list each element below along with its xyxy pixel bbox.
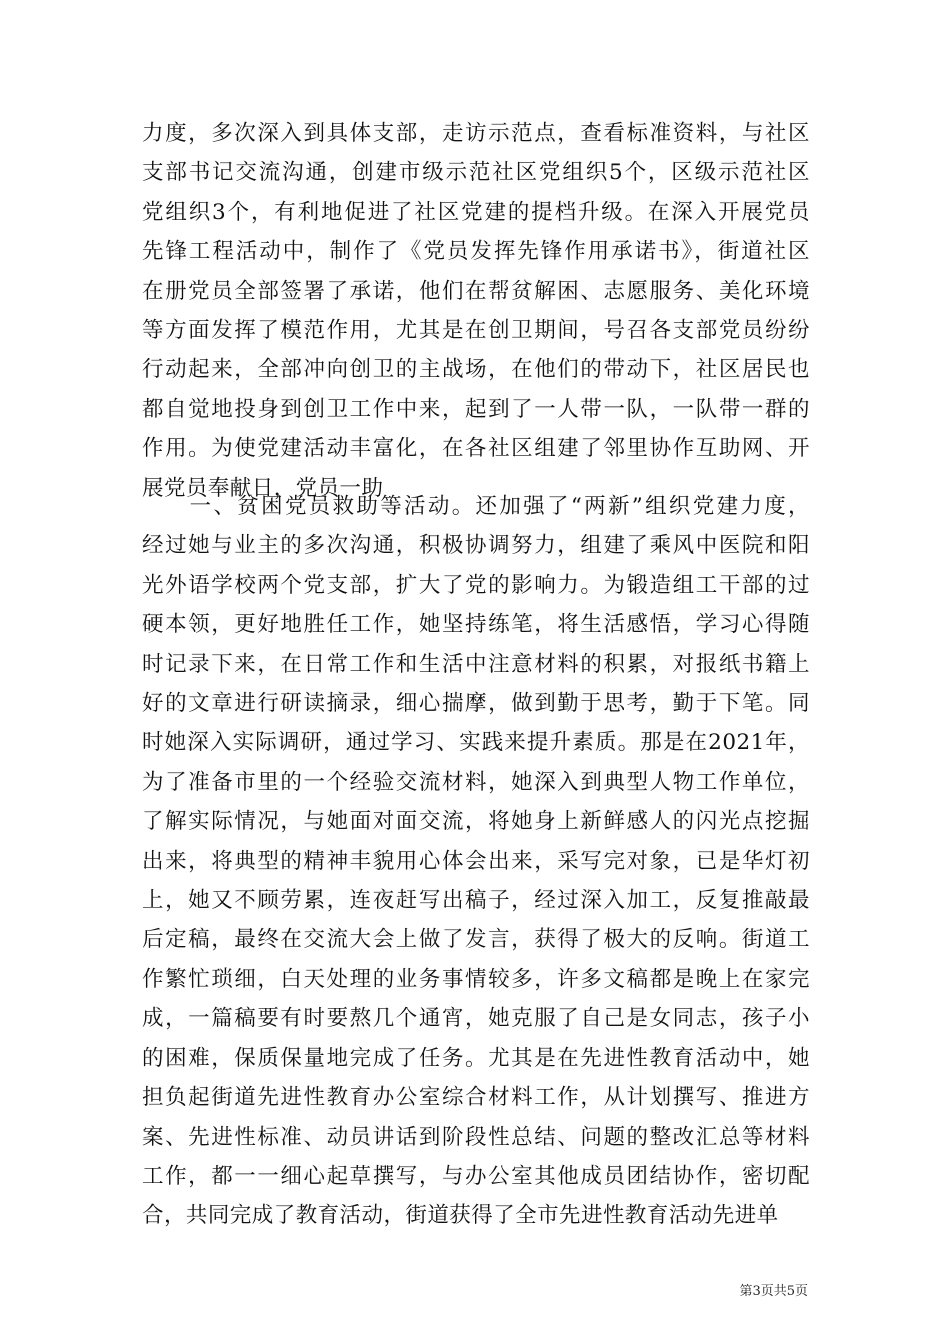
text-line: 力度，多次深入到具体支部，走访示范点，查看标准资料，与社区 xyxy=(142,121,810,146)
page-number-footer xyxy=(739,1283,808,1301)
text-line: 工作，都一一细心起草撰写，与办公室其他成员团结协作，密切配 xyxy=(142,1163,810,1189)
text-line: 作用。为使党建活动丰富化，在各社区组建了邻里协作互助网、开 xyxy=(142,436,810,462)
text-line: 了解实际情况，与她面对面交流，将她身上新鲜感人的闪光点挖掘 xyxy=(142,809,810,835)
text-line: 展党员奉献日，党员一助 xyxy=(142,475,384,501)
text-line: 经过她与业主的多次沟通，积极协调努力，组建了乘风中医院和阳 xyxy=(142,533,810,559)
text-line: 时记录下来，在日常工作和生活中注意材料的积累，对报纸书籍上 xyxy=(142,651,810,677)
text-line: 作繁忙琐细，白天处理的业务事情较多，许多文稿都是晚上在家完 xyxy=(142,966,810,992)
text-line: 一、贫困党员救助等活动。还加强了“两新”组织党建力度， xyxy=(142,494,810,519)
text-line: 的困难，保质保量地完成了任务。尤其是在先进性教育活动中，她 xyxy=(142,1045,810,1071)
text-line: 为了准备市里的一个经验交流材料，她深入到典型人物工作单位， xyxy=(142,769,810,795)
text-line: 都自觉地投身到创卫工作中来，起到了一人带一队，一队带一群的 xyxy=(142,396,810,422)
text-line: 党组织3个，有利地促进了社区党建的提档升级。在深入开展党员 xyxy=(142,199,810,225)
text-line: 成，一篇稿要有时要熬几个通宵，她克服了自己是女同志，孩子小 xyxy=(142,1006,810,1032)
text-line: 行动起来，全部冲向创卫的主战场，在他们的带动下，社区居民也 xyxy=(142,357,810,383)
text-line: 担负起街道先进性教育办公室综合材料工作，从计划撰写、推进方 xyxy=(142,1085,810,1111)
text-line: 在册党员全部签署了承诺，他们在帮贫解困、志愿服务、美化环境 xyxy=(142,278,810,304)
text-line: 合，共同完成了教育活动，街道获得了全市先进性教育活动先进单 xyxy=(142,1203,779,1229)
text-line: 案、先进性标准、动员讲话到阶段性总结、问题的整改汇总等材料 xyxy=(142,1124,810,1150)
text-line: 上，她又不顾劳累，连夜赶写出稿子，经过深入加工，反复推敲最 xyxy=(142,888,810,914)
text-line: 光外语学校两个党支部，扩大了党的影响力。为锻造组工干部的过 xyxy=(142,572,810,598)
text-line: 支部书记交流沟通，创建市级示范社区党组织5个，区级示范社区 xyxy=(142,160,810,186)
text-line: 出来，将典型的精神丰貌用心体会出来，采写完对象，已是华灯初 xyxy=(142,848,810,874)
paragraph-1 xyxy=(142,114,810,508)
text-line: 时她深入实际调研，通过学习、实践来提升素质。那是在2021年， xyxy=(142,730,810,756)
text-line: 后定稿，最终在交流大会上做了发言，获得了极大的反响。街道工 xyxy=(142,927,810,953)
paragraph-2 xyxy=(142,487,810,1236)
text-line: 先锋工程活动中，制作了《党员发挥先锋作用承诺书》，街道社区 xyxy=(142,239,810,265)
text-line: 好的文章进行研读摘录，细心揣摩，做到勤于思考，勤于下笔。同 xyxy=(142,691,810,717)
text-line: 等方面发挥了模范作用，尤其是在创卫期间，号召各支部党员纷纷 xyxy=(142,318,810,344)
text-line: 硬本领，更好地胜任工作，她坚持练笔，将生活感悟，学习心得随 xyxy=(142,612,810,638)
page-number-label: 第3页共5页 xyxy=(739,1284,808,1299)
